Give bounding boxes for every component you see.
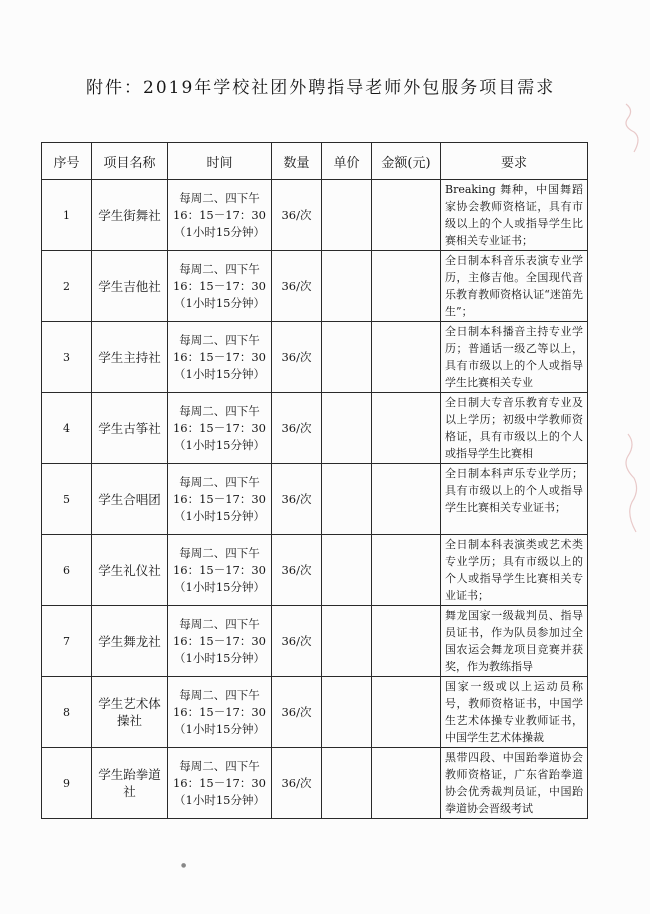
time-days: 每周二、四下午 [179, 545, 260, 560]
time-duration: （1小时15分钟） [174, 650, 265, 665]
table-row [42, 322, 588, 393]
requirement-text: Breaking 舞种，中国舞蹈家协会教师资格证，具有市级以上的个人或指导学生比赛相关专业证书； [445, 183, 583, 247]
time-days: 每周二、四下午 [179, 190, 260, 205]
row-quantity: 36/次 [272, 677, 322, 748]
row-amount [372, 677, 441, 748]
requirement-text: 全日制本科声乐专业学历；具有市级以上的个人或指导学生比赛相关专业证书； [445, 467, 583, 514]
time-range: 16：15－17：30 [172, 633, 267, 648]
row-unit-price [322, 535, 372, 606]
row-index: 3 [42, 322, 92, 393]
row-amount [372, 748, 441, 819]
table-header-row [42, 143, 588, 180]
seal-fragment-bottom [622, 430, 644, 540]
row-quantity: 36/次 [272, 251, 322, 322]
time-range: 16：15－17：30 [172, 562, 267, 577]
time-duration: （1小时15分钟） [174, 295, 265, 310]
table-row [42, 251, 588, 322]
header-time: 时间 [168, 143, 272, 180]
row-name: 学生礼仪社 [92, 535, 168, 606]
row-time [168, 251, 272, 322]
row-time [168, 535, 272, 606]
time-range: 16：15－17：30 [172, 420, 267, 435]
row-amount [372, 393, 441, 464]
page-title: 附件：2019年学校社团外聘指导老师外包服务项目需求 [86, 78, 556, 98]
time-range: 16：15－17：30 [172, 278, 267, 293]
row-index: 4 [42, 393, 92, 464]
row-time [168, 393, 272, 464]
row-amount [372, 251, 441, 322]
header-index: 序号 [42, 143, 92, 180]
time-days: 每周二、四下午 [179, 687, 260, 702]
table-row [42, 393, 588, 464]
row-requirement [441, 322, 588, 393]
row-name: 学生吉他社 [92, 251, 168, 322]
row-index: 6 [42, 535, 92, 606]
row-unit-price [322, 606, 372, 677]
requirement-text: 舞龙国家一级裁判员、指导员证书，作为队员参加过全国农运会舞龙项目竞赛并获奖，作为教练指导 [445, 609, 583, 673]
time-duration: （1小时15分钟） [174, 508, 265, 523]
row-amount [372, 606, 441, 677]
row-name: 学生舞龙社 [92, 606, 168, 677]
row-quantity: 36/次 [272, 748, 322, 819]
table-row [42, 606, 588, 677]
header-amount: 金额(元) [372, 143, 441, 180]
header-requirement: 要求 [441, 143, 588, 180]
row-amount [372, 464, 441, 535]
requirement-text: 国家一级或以上运动员称号，教师资格证书，中国学生艺术体操专业教师证书，中国学生艺术体操裁 [445, 680, 583, 744]
header-unit-price: 单价 [322, 143, 372, 180]
row-index: 8 [42, 677, 92, 748]
scan-dot: ● [181, 862, 187, 869]
row-time [168, 464, 272, 535]
row-unit-price [322, 180, 372, 251]
row-requirement [441, 393, 588, 464]
row-time [168, 748, 272, 819]
requirement-text: 全日制本科播音主持专业学历；普通话一级乙等以上，具有市级以上的个人或指导学生比赛相关专业 [445, 325, 583, 389]
row-quantity: 36/次 [272, 393, 322, 464]
requirement-text: 全日制大专音乐教育专业及以上学历；初级中学教师资格证，具有市级以上的个人或指导学生比赛相 [445, 396, 583, 460]
row-unit-price [322, 748, 372, 819]
table-row [42, 677, 588, 748]
header-name: 项目名称 [92, 143, 168, 180]
table-row [42, 464, 588, 535]
row-requirement [441, 251, 588, 322]
row-requirement [441, 606, 588, 677]
row-name: 学生跆拳道社 [92, 748, 168, 819]
row-requirement [441, 677, 588, 748]
row-index: 5 [42, 464, 92, 535]
row-time [168, 606, 272, 677]
row-unit-price [322, 677, 372, 748]
row-name: 学生合唱团 [92, 464, 168, 535]
time-duration: （1小时15分钟） [174, 792, 265, 807]
time-days: 每周二、四下午 [179, 616, 260, 631]
row-unit-price [322, 322, 372, 393]
row-quantity: 36/次 [272, 322, 322, 393]
requirement-text: 全日制本科表演类或艺术类专业学历；具有市级以上的个人或指导学生比赛相关专业证书； [445, 538, 583, 602]
row-amount [372, 180, 441, 251]
row-requirement [441, 464, 588, 535]
time-duration: （1小时15分钟） [174, 366, 265, 381]
time-range: 16：15－17：30 [172, 207, 267, 222]
requirements-table [41, 142, 588, 819]
time-range: 16：15－17：30 [172, 491, 267, 506]
row-unit-price [322, 251, 372, 322]
row-quantity: 36/次 [272, 180, 322, 251]
requirement-text: 黑带四段、中国跆拳道协会教师资格证，广东省跆拳道协会优秀裁判员证，中国跆拳道协会晋级考试 [445, 751, 583, 815]
table-row [42, 748, 588, 819]
time-duration: （1小时15分钟） [174, 579, 265, 594]
row-index: 1 [42, 180, 92, 251]
row-requirement [441, 180, 588, 251]
row-time [168, 322, 272, 393]
row-name: 学生艺术体操社 [92, 677, 168, 748]
row-unit-price [322, 393, 372, 464]
row-index: 2 [42, 251, 92, 322]
time-range: 16：15－17：30 [172, 704, 267, 719]
row-time [168, 180, 272, 251]
row-amount [372, 322, 441, 393]
row-requirement [441, 748, 588, 819]
table-row [42, 535, 588, 606]
row-quantity: 36/次 [272, 606, 322, 677]
time-range: 16：15－17：30 [172, 775, 267, 790]
row-index: 9 [42, 748, 92, 819]
time-days: 每周二、四下午 [179, 403, 260, 418]
time-days: 每周二、四下午 [179, 332, 260, 347]
row-name: 学生古筝社 [92, 393, 168, 464]
time-days: 每周二、四下午 [179, 758, 260, 773]
row-index: 7 [42, 606, 92, 677]
row-quantity: 36/次 [272, 464, 322, 535]
header-quantity: 数量 [272, 143, 322, 180]
requirement-text: 全日制本科音乐表演专业学历，主修吉他。全国现代音乐教育教师资格认证“迷笛先生”； [445, 254, 583, 318]
row-name: 学生主持社 [92, 322, 168, 393]
row-unit-price [322, 464, 372, 535]
time-range: 16：15－17：30 [172, 349, 267, 364]
time-duration: （1小时15分钟） [174, 224, 265, 239]
row-time [168, 677, 272, 748]
time-days: 每周二、四下午 [179, 261, 260, 276]
row-amount [372, 535, 441, 606]
row-quantity: 36/次 [272, 535, 322, 606]
table-row [42, 180, 588, 251]
row-requirement [441, 535, 588, 606]
seal-fragment-top [622, 100, 644, 160]
time-duration: （1小时15分钟） [174, 721, 265, 736]
row-name: 学生街舞社 [92, 180, 168, 251]
time-duration: （1小时15分钟） [174, 437, 265, 452]
time-days: 每周二、四下午 [179, 474, 260, 489]
